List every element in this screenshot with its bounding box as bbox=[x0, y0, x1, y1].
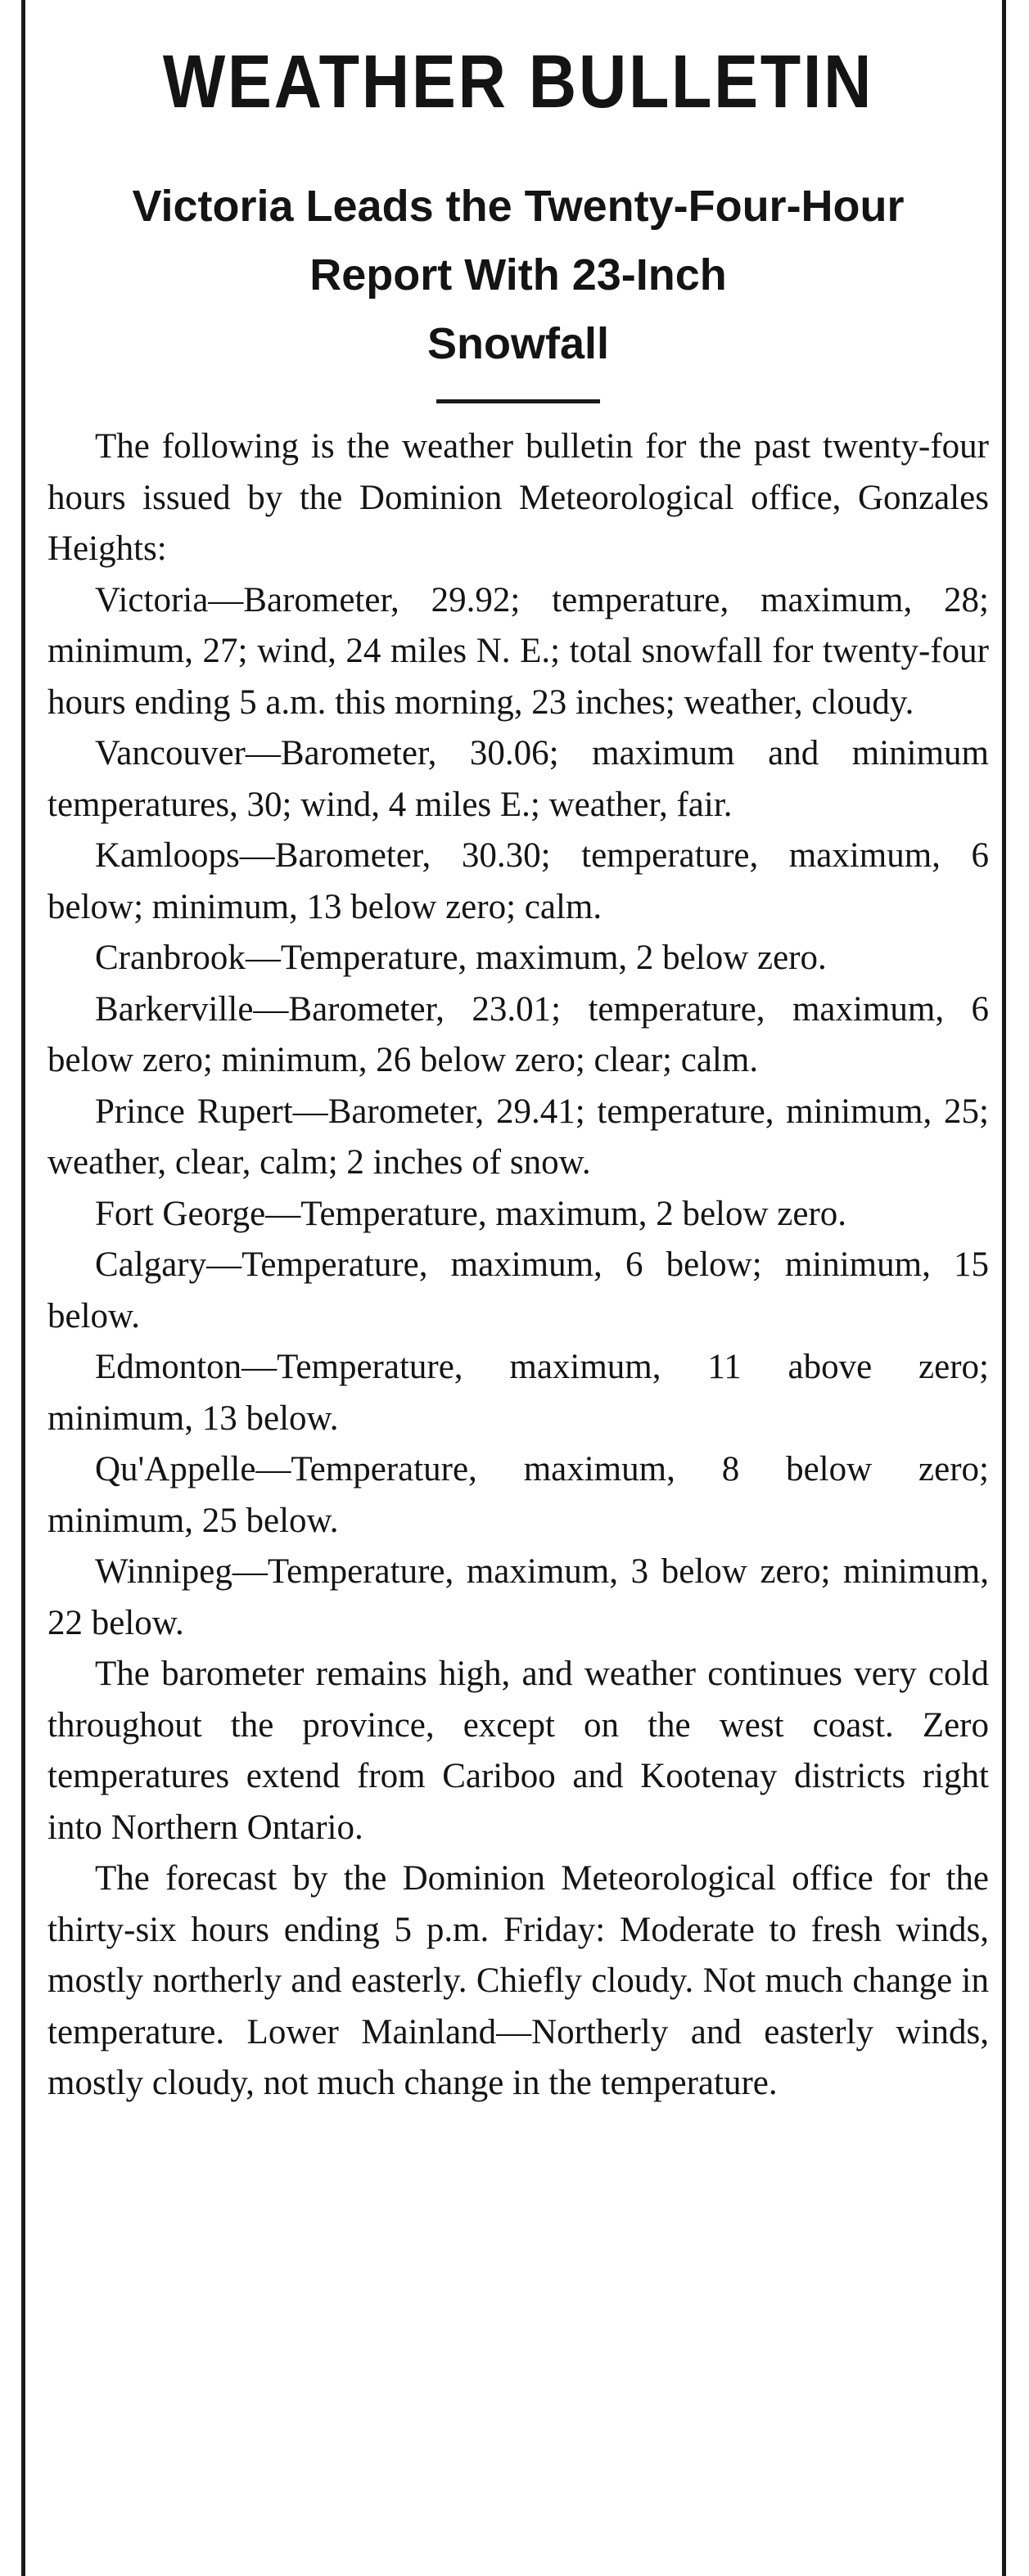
section-divider bbox=[436, 399, 600, 403]
subheadline-line: Victoria Leads the Twenty-Four-Hour bbox=[132, 182, 905, 231]
subheadline bbox=[47, 172, 989, 378]
paragraph-forecast: The forecast by the Dominion Meteorological office for the thirty-six hours ending 5 p.m. Friday: Moderate to fresh winds, mostly northerly and easterly. Chiefly cloudy. Not much change in temperature. Lower Mainland—Northerly and easterly winds, mostly cloudy, not much change in the temperature. bbox=[47, 1859, 989, 2102]
paragraph-winnipeg: Winnipeg—Temperature, maximum, 3 below zero; minimum, 22 below. bbox=[47, 1552, 989, 1642]
paragraph-victoria: Victoria—Barometer, 29.92; temperature, maximum, 28; minimum, 27; wind, 24 miles N. E.; total snowfall for twenty-four hours ending 5 a.m. this morning, 23 inches; weather, cloudy. bbox=[47, 580, 989, 722]
paragraph-fort-george: Fort George—Temperature, maximum, 2 below zero. bbox=[95, 1194, 847, 1233]
headline: WEATHER BULLETIN bbox=[162, 40, 874, 124]
paragraph-cranbrook: Cranbrook—Temperature, maximum, 2 below zero. bbox=[95, 939, 827, 977]
subheadline-line: Snowfall bbox=[426, 319, 609, 368]
article-body bbox=[47, 421, 989, 2110]
column-rule-left bbox=[21, 0, 25, 2576]
paragraph-kamloops: Kamloops—Barometer, 30.30; temperature, maximum, 6 below; minimum, 13 below zero; calm. bbox=[47, 836, 989, 926]
paragraph-edmonton: Edmonton—Temperature, maximum, 11 above zero; minimum, 13 below. bbox=[47, 1348, 989, 1438]
paragraph-prince-rupert: Prince Rupert—Barometer, 29.41; temperature, minimum, 25; weather, clear, calm; 2 inches of snow. bbox=[47, 1092, 989, 1182]
paragraph-qu-appelle: Qu'Appelle—Temperature, maximum, 8 below zero; minimum, 25 below. bbox=[47, 1450, 989, 1540]
newspaper-article bbox=[47, 33, 989, 2110]
paragraph-intro: The following is the weather bulletin for the past twenty-four hours issued by the Dominion Meteorological office, Gonzales Heights: bbox=[47, 427, 989, 568]
paragraph-calgary: Calgary—Temperature, maximum, 6 below; minimum, 15 below. bbox=[47, 1245, 989, 1335]
paragraph-vancouver: Vancouver—Barometer, 30.06; maximum and minimum temperatures, 30; wind, 4 miles E.; weather, fair. bbox=[47, 734, 989, 824]
paragraph-barkerville: Barkerville—Barometer, 23.01; temperature, maximum, 6 below zero; minimum, 26 below zero; clear; calm. bbox=[47, 989, 989, 1079]
column-rule-right bbox=[1002, 0, 1006, 2576]
subheadline-line: Report With 23-Inch bbox=[309, 250, 727, 299]
paragraph-barometer-summary: The barometer remains high, and weather continues very cold throughout the province, except on the west coast. Zero temperatures extend from Cariboo and Kootenay districts right into Northern Ontario. bbox=[47, 1655, 989, 1847]
